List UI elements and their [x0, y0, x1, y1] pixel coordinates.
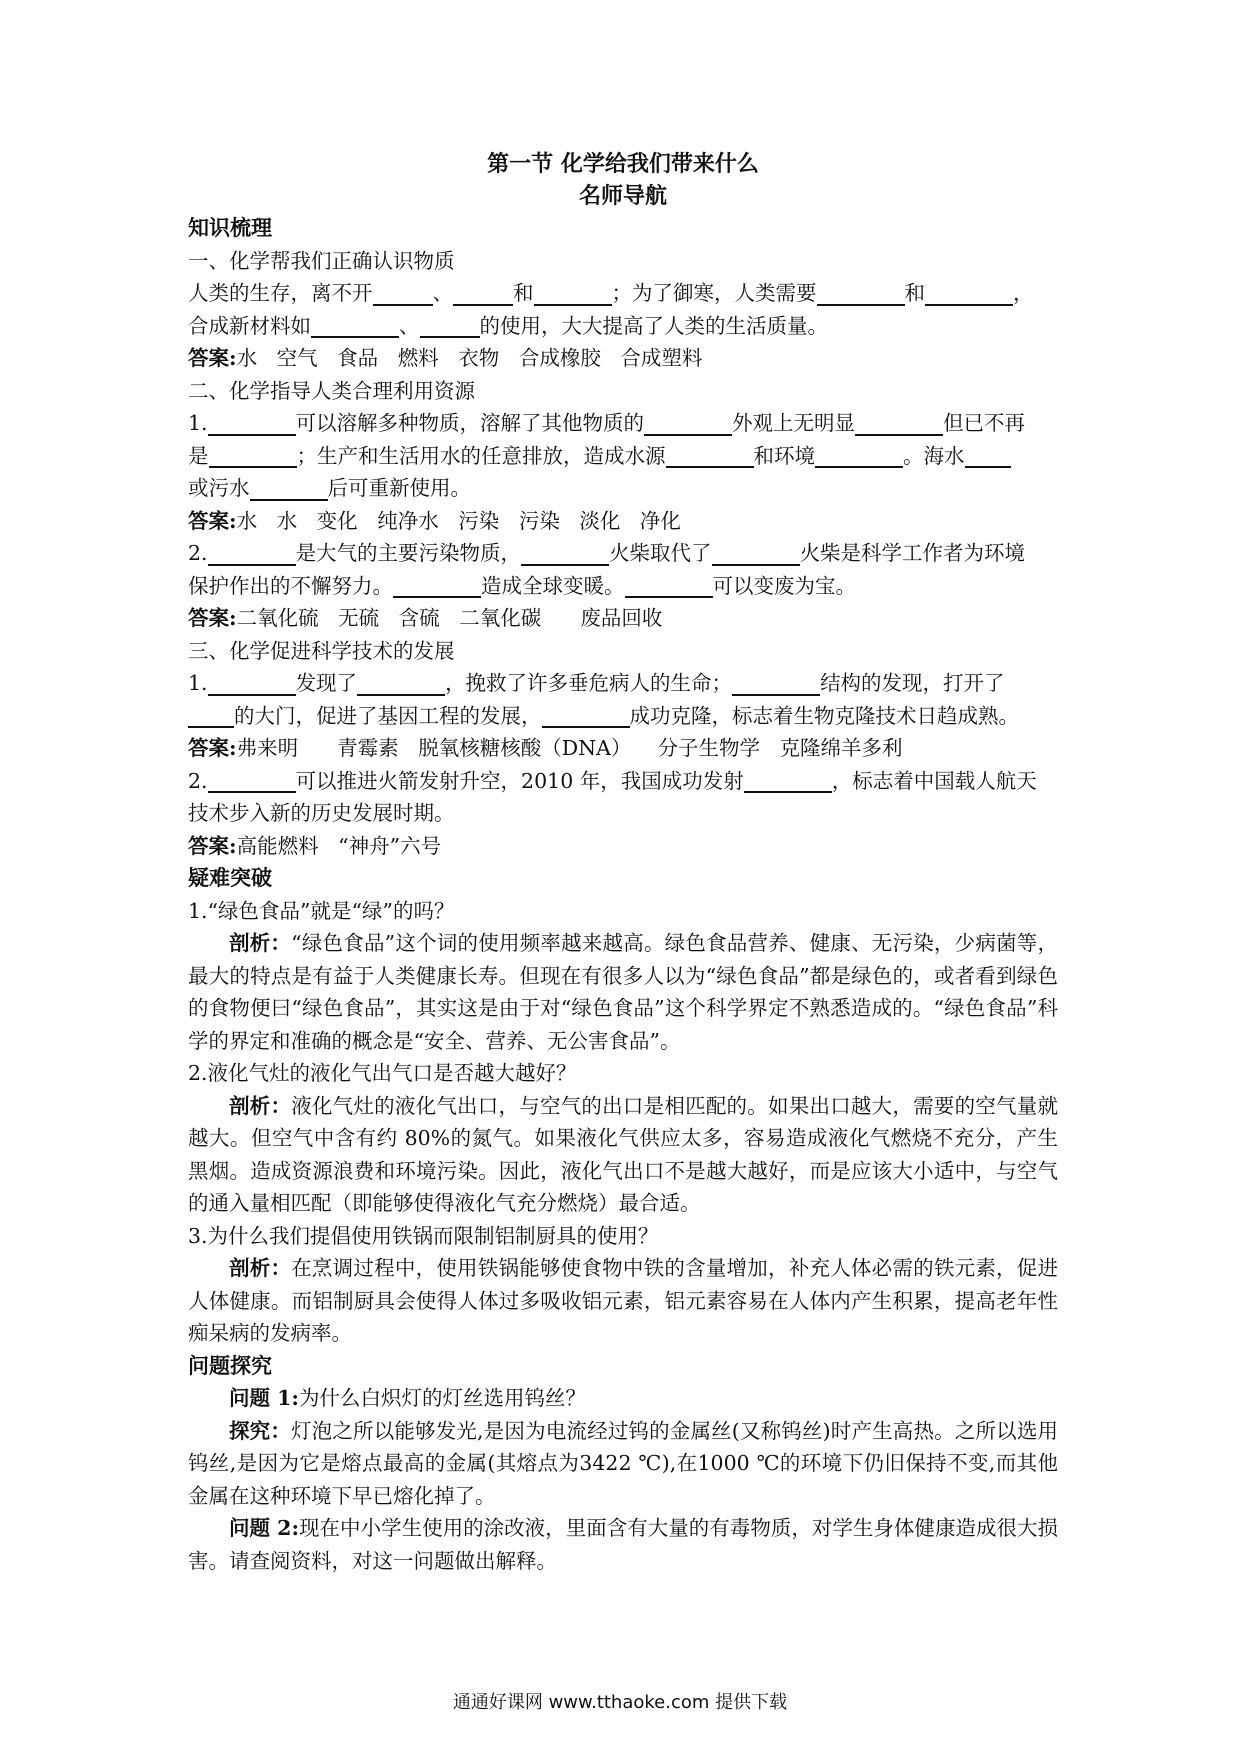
fill-in-paragraph-2a	[188, 407, 1058, 505]
answer-label: 答案:	[188, 606, 237, 630]
text-run: 是	[188, 443, 209, 468]
inquiry-question-1	[188, 1382, 1058, 1415]
answer-line-3b	[188, 830, 1058, 863]
answer-label: 答案:	[188, 346, 237, 370]
answer-blank	[209, 445, 297, 469]
answer-label: 答案:	[188, 508, 237, 533]
text-run: 2.	[188, 541, 208, 565]
text-run: 成功克隆，标志着生物克隆技术日趋成熟。	[629, 703, 1019, 728]
text-run: 外观上无明显	[732, 411, 856, 435]
answer-label: 答案:	[188, 736, 237, 760]
inquiry-answer-1	[188, 1415, 1058, 1513]
answer-blank	[744, 770, 832, 794]
text-run: 的使用，大大提高了人类的生活质量。	[479, 313, 828, 338]
answer-blank	[542, 705, 630, 729]
answer-blank	[817, 282, 905, 306]
answer-label: 答案:	[188, 833, 237, 858]
fill-in-paragraph-1	[188, 277, 1058, 342]
section-heading-difficulty: 疑难突破	[188, 865, 272, 890]
answer-blank	[534, 282, 612, 306]
answer-line-1	[188, 342, 1058, 375]
fill-in-paragraph-3a	[188, 667, 1058, 732]
text-run: 1.	[188, 671, 208, 695]
answer-line-3a	[188, 732, 1058, 765]
document-page	[188, 148, 1058, 1577]
fill-in-paragraph-2b	[188, 537, 1058, 602]
answer-blank	[357, 672, 445, 696]
answer-blank	[250, 477, 328, 501]
answer-text: 高能燃料 “神舟”六号	[236, 833, 442, 858]
answer-text: 水 空气 食品 燃料 衣物 合成橡胶 合成塑料	[236, 346, 703, 370]
text-run: 人类的生存，离不开	[188, 281, 373, 305]
analysis-label: 剖析：	[229, 1256, 292, 1280]
answer-blank	[208, 412, 296, 436]
text-run: 造成全球变暖。	[481, 573, 625, 598]
analysis-1	[188, 927, 1058, 1057]
text-run: ，标志着中国载人航天	[831, 768, 1037, 793]
answer-blank	[208, 770, 296, 794]
text-run: 火柴是科学工作者为环境	[799, 541, 1026, 565]
text-run: 或污水	[188, 476, 250, 500]
answer-line-2a	[188, 505, 1058, 538]
inquiry-question-2	[188, 1512, 1058, 1577]
answer-blank	[521, 542, 609, 566]
inquiry-text: 灯泡之所以能够发光,是因为电流经过钨的金属丝(又称钨丝)时产生高热。之所以选用钨丝,是因为它是熔点最高的金属(其熔点为3422 ℃),在1000 ℃的环境下仍旧保持不变,而其他金属在这种环境下早已熔化掉了。	[188, 1418, 1058, 1508]
text-run: 可以推进火箭发射升空，2010 年，我国成功发射	[295, 768, 744, 793]
analysis-text: 在烹调过程中，使用铁锅能够使食物中铁的含量增加，补充人体必需的铁元素，促进人体健康。而铝制厨具会使得人体过多吸收铝元素，铝元素容易在人体内产生积累，提高老年性痴呆病的发病率。	[188, 1256, 1059, 1345]
text-run: 是大气的主要污染物质，	[295, 541, 522, 565]
answer-blank	[855, 412, 943, 436]
answer-blank	[393, 575, 481, 599]
text-run: 合成新材料如	[188, 313, 311, 338]
answer-blank	[815, 445, 903, 469]
subsection-heading-3: 三、化学促进科学技术的发展	[188, 638, 455, 663]
answer-blank	[712, 542, 800, 566]
analysis-text: “绿色食品”这个词的使用频率越来越高。绿色食品营养、健康、无污染，少病菌等，最大的特点是有益于人类健康长寿。但现在有很多人以为“绿色食品”都是绿色的，或者看到绿色的食物便曰“绿色食品”，其实这是由于对“绿色食品”这个科学界定不熟悉造成的。“绿色食品”科学的界定和准确的概念是“安全、营养、无公害食品”。	[188, 931, 1058, 1053]
question-1: 1.“绿色食品”就是“绿”的吗？	[188, 898, 455, 923]
text-run: 1.	[188, 411, 208, 435]
analysis-text: 液化气灶的液化气出口，与空气的出口是相匹配的。如果出口越大，需要的空气量就越大。但空气中含有约 80%的氮气。如果液化气供应太多，容易造成液化气燃烧不充分，产生黑烟。造成资源浪费和环境污染。因此，液化气出口不是越大越好，而是应该大小适中，与空气的通入量相匹配（即能够使得液化气充分燃烧）最合适。	[188, 1093, 1059, 1215]
answer-text: 弗来明 青霉素 脱氧核糖核酸（DNA） 分子生物学 克隆绵羊多利	[236, 736, 903, 760]
answer-blank	[188, 705, 234, 729]
answer-blank	[420, 315, 480, 339]
text-run: 可以溶解多种物质，溶解了其他物质的	[295, 411, 645, 435]
text-run: 。海水	[903, 443, 965, 468]
answer-text: 二氧化硫 无硫 含硫 二氧化碳 废品回收	[236, 606, 663, 630]
question-2: 2.液化气灶的液化气出气口是否越大越好？	[188, 1061, 577, 1085]
text-run: 和环境	[753, 443, 815, 468]
text-run: 和	[904, 281, 925, 305]
answer-blank	[925, 282, 1013, 306]
answer-blank	[208, 542, 296, 566]
analysis-label: 剖析：	[229, 1093, 292, 1118]
question-3: 3.为什么我们提倡使用铁锅而限制铝制厨具的使用？	[188, 1223, 659, 1248]
analysis-2	[188, 1090, 1058, 1220]
answer-blank	[965, 445, 1011, 469]
text-run: 后可重新使用。	[327, 476, 471, 500]
text-run: 结构的发现，打开了	[820, 671, 1005, 695]
text-run: 可以变废为宝。	[712, 573, 856, 598]
answer-blank	[208, 672, 296, 696]
text-run: ；生产和生活用水的任意排放，造成水源	[296, 443, 666, 468]
fill-in-paragraph-3b	[188, 765, 1058, 830]
text-run: 、	[399, 313, 420, 338]
section-heading-knowledge: 知识梳理	[188, 215, 272, 240]
answer-text: 水 水 变化 纯净水 污染 污染 淡化 净化	[236, 508, 681, 533]
analysis-label: 剖析：	[229, 931, 292, 955]
text-run: 2.	[188, 768, 208, 793]
page-footer: 通通好课网 www.tthaoke.com 提供下载	[452, 1692, 788, 1713]
answer-blank	[666, 445, 754, 469]
section-heading-inquiry: 问题探究	[188, 1352, 272, 1378]
subtitle-text: 名师导航	[578, 183, 667, 209]
text-run: 但已不再	[943, 411, 1026, 435]
answer-blank	[311, 315, 399, 339]
answer-blank	[732, 672, 820, 696]
analysis-3	[188, 1252, 1058, 1350]
question-text: 为什么白炽灯的灯丝选用钨丝？	[298, 1386, 586, 1410]
text-run: 保护作出的不懈努力。	[188, 573, 393, 598]
question-text: 现在中小学生使用的涂改液，里面含有大量的有毒物质，对学生身体健康造成很大损害。请查阅资料，对这一问题做出解释。	[188, 1516, 1059, 1573]
subsection-heading-1: 一、化学帮我们正确认识物质	[188, 248, 455, 273]
text-run: 、	[432, 281, 453, 305]
text-run: ，	[1013, 281, 1034, 305]
text-run: 和	[513, 281, 534, 305]
text-run: ；为了御寒，人类需要	[611, 281, 817, 305]
question-label: 问题 2:	[229, 1516, 300, 1540]
inquiry-label: 探究：	[229, 1418, 292, 1443]
answer-blank	[373, 282, 433, 306]
answer-blank	[625, 575, 713, 599]
answer-blank	[453, 282, 513, 306]
title-text: 第一节 化学给我们带来什么	[487, 151, 759, 177]
text-run: 火柴取代了	[609, 541, 712, 565]
text-run: 发现了	[295, 671, 358, 695]
text-run: 技术步入新的历史发展时期。	[188, 801, 455, 825]
answer-blank	[644, 412, 732, 436]
question-label: 问题 1:	[229, 1386, 299, 1410]
text-run: ，挽救了许多垂危病人的生命；	[445, 671, 733, 695]
page-title	[188, 148, 1058, 212]
answer-line-2b	[188, 602, 1058, 635]
subsection-heading-2: 二、化学指导人类合理利用资源	[188, 378, 475, 403]
text-run: 的大门，促进了基因工程的发展，	[234, 703, 542, 728]
